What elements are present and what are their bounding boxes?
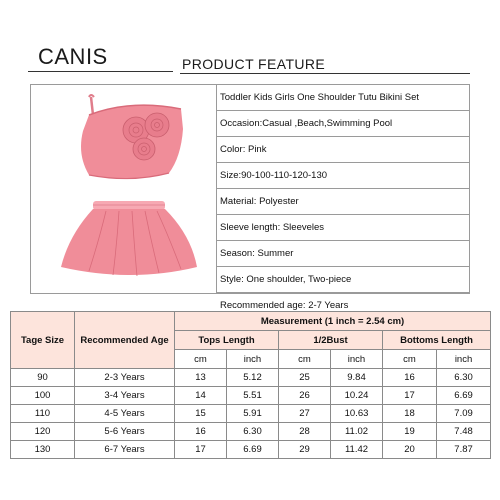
age-cell: 4-5 Years (75, 405, 175, 423)
measure-cell: 7.87 (437, 441, 491, 459)
spec-title: Toddler Kids Girls One Shoulder Tutu Bikini Set (217, 85, 469, 111)
size-table-body (11, 369, 491, 459)
age-cell: 6-7 Years (75, 441, 175, 459)
header-size: Tage Size (11, 312, 75, 369)
measure-cell: 6.69 (437, 387, 491, 405)
header-measurement: Measurement (1 inch = 2.54 cm) (175, 312, 491, 331)
measure-cell: 6.69 (227, 441, 279, 459)
spec-color: Color: Pink (217, 137, 469, 163)
measure-cell: 15 (175, 405, 227, 423)
measure-cell: 25 (279, 369, 331, 387)
unit-cell: cm (279, 350, 331, 369)
measure-cell: 11.42 (331, 441, 383, 459)
table-row (11, 369, 491, 387)
measure-cell: 5.91 (227, 405, 279, 423)
unit-cell: inch (227, 350, 279, 369)
measure-cell: 5.51 (227, 387, 279, 405)
measure-cell: 17 (175, 441, 227, 459)
spec-occasion: Occasion:Casual ,Beach,Swimming Pool (217, 111, 469, 137)
measure-cell: 11.02 (331, 423, 383, 441)
age-cell: 3-4 Years (75, 387, 175, 405)
header-tops-length: Tops Length (175, 331, 279, 350)
measure-cell: 13 (175, 369, 227, 387)
spec-season: Season: Summer (217, 241, 469, 267)
table-row (11, 387, 491, 405)
unit-cell: cm (383, 350, 437, 369)
brand-underline (28, 71, 173, 72)
feature-underline (180, 73, 470, 74)
measure-cell: 17 (383, 387, 437, 405)
measure-cell: 9.84 (331, 369, 383, 387)
spec-material: Material: Polyester (217, 189, 469, 215)
measure-cell: 6.30 (227, 423, 279, 441)
size-chart-table (10, 311, 491, 459)
measure-cell: 14 (175, 387, 227, 405)
spec-sleeve: Sleeve length: Sleeveles (217, 215, 469, 241)
size-cell: 100 (11, 387, 75, 405)
header-half-bust: 1/2Bust (279, 331, 383, 350)
measure-cell: 28 (279, 423, 331, 441)
measure-cell: 16 (383, 369, 437, 387)
size-cell: 110 (11, 405, 75, 423)
table-row (11, 423, 491, 441)
brand-name: CANIS (38, 44, 108, 69)
table-row (11, 405, 491, 423)
feature-title: PRODUCT FEATURE (182, 56, 326, 72)
measure-cell: 7.09 (437, 405, 491, 423)
measure-cell: 20 (383, 441, 437, 459)
measure-cell: 16 (175, 423, 227, 441)
spec-style: Style: One shoulder, Two-piece (217, 267, 469, 293)
measure-cell: 29 (279, 441, 331, 459)
measure-cell: 26 (279, 387, 331, 405)
measure-cell: 19 (383, 423, 437, 441)
size-cell: 130 (11, 441, 75, 459)
header-age: Recommended Age (75, 312, 175, 369)
measure-cell: 18 (383, 405, 437, 423)
spec-size: Size:90-100-110-120-130 (217, 163, 469, 189)
measure-cell: 7.48 (437, 423, 491, 441)
pink-bikini-illustration-icon (31, 85, 217, 293)
spec-list (217, 85, 469, 311)
header-bottoms-length: Bottoms Length (383, 331, 491, 350)
unit-cell: inch (437, 350, 491, 369)
measure-cell: 5.12 (227, 369, 279, 387)
product-feature-box (30, 84, 470, 311)
unit-cell: cm (175, 350, 227, 369)
measure-cell: 10.24 (331, 387, 383, 405)
product-image (31, 85, 217, 293)
table-row (11, 441, 491, 459)
unit-cell: inch (331, 350, 383, 369)
size-cell: 90 (11, 369, 75, 387)
measure-cell: 27 (279, 405, 331, 423)
measure-cell: 6.30 (437, 369, 491, 387)
age-cell: 2-3 Years (75, 369, 175, 387)
age-cell: 5-6 Years (75, 423, 175, 441)
size-cell: 120 (11, 423, 75, 441)
measure-cell: 10.63 (331, 405, 383, 423)
spec-age: Recommended age: 2-7 Years (220, 300, 349, 311)
